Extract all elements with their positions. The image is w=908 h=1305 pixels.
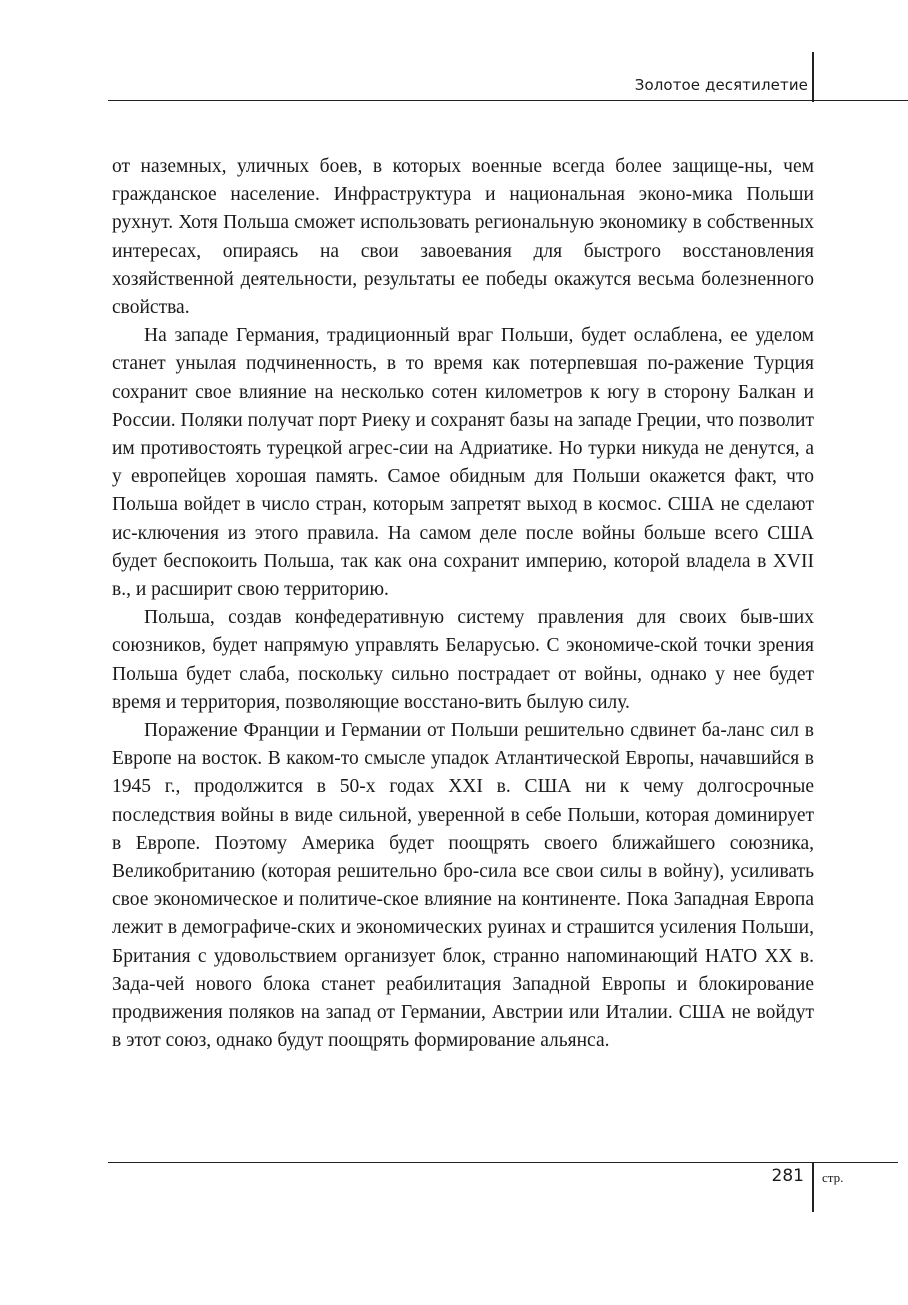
paragraph-4: Поражение Франции и Германии от Польши решительно сдвинет ба-ланс сил в Европе на восток. В каком-то смысле упадок Атлантической Европы, начавшийся в 1945 г., продолжится в 50-х годах XXI в. США ни к чему долгосрочные последствия войны в виде сильной, уверенной в себе Польши, которая доминирует в Европе. Поэтому Америка будет поощрять своего ближайшего союзника, Великобританию (которая решительно бро-сила все свои силы в войну), усиливать свое экономическое и политиче-ское влияние на континенте. Пока Западная Европа лежит в демографиче-ских и экономических руинах и страшится усиления Польши, Британия с удовольствием организует блок, странно напоминающий НАТО XX в. Зада-чей нового блока станет реабилитация Западной Европы и блокирование продвижения поляков на запад от Германии, Австрии или Италии. США не войдут в этот союз, однако будут поощрять формирование альянса. (112, 720, 814, 1052)
header-vertical-rule (812, 52, 814, 102)
paragraph-3: Польша, создав конфедеративную систему правления для своих быв-ших союзников, будет напрямую управлять Беларусью. С экономиче-ской точки зрения Польша будет слаба, поскольку сильно пострадает от войны, однако у нее будет время и территория, позволяющие восстано-вить былую силу. (112, 607, 814, 713)
body-text (112, 153, 814, 1056)
paragraph-1: от наземных, уличных боев, в которых военные всегда более защище-ны, чем гражданское население. Инфраструктура и национальная эконо-мика Польши рухнут. Хотя Польша сможет использовать региональную экономику в собственных интересах, опираясь на свои завоевания для быстрого восстановления хозяйственной деятельности, результаты ее победы окажутся весьма болезненного свойства. (112, 156, 814, 319)
page-number: 281 (771, 1166, 804, 1186)
footer-horizontal-rule (108, 1162, 898, 1163)
running-header-title: Золотое десятилетие (634, 76, 808, 94)
header-horizontal-rule (108, 100, 908, 101)
page-number-suffix: стр. (822, 1170, 844, 1185)
paragraph-2: На западе Германия, традиционный враг Польши, будет ослаблена, ее уделом станет унылая подчиненность, в то время как потерпевшая по-ражение Турция сохранит свое влияние на несколько сотен километров к югу в сторону Балкан и России. Поляки получат порт Риеку и сохранят базы на западе Греции, что позволит им противостоять турецкой агрес-сии на Адриатике. Но турки никуда не денутся, а у европейцев хорошая память. Самое обидным для Польши окажется факт, что Польша войдет в число стран, которым запретят выход в космос. США не сделают ис-ключения из этого правила. На самом деле после войны больше всего США будет беспокоить Польша, так как она сохранит империю, которой владела в XVII в., и расширит свою территорию. (112, 325, 814, 601)
footer-vertical-rule (812, 1162, 814, 1212)
